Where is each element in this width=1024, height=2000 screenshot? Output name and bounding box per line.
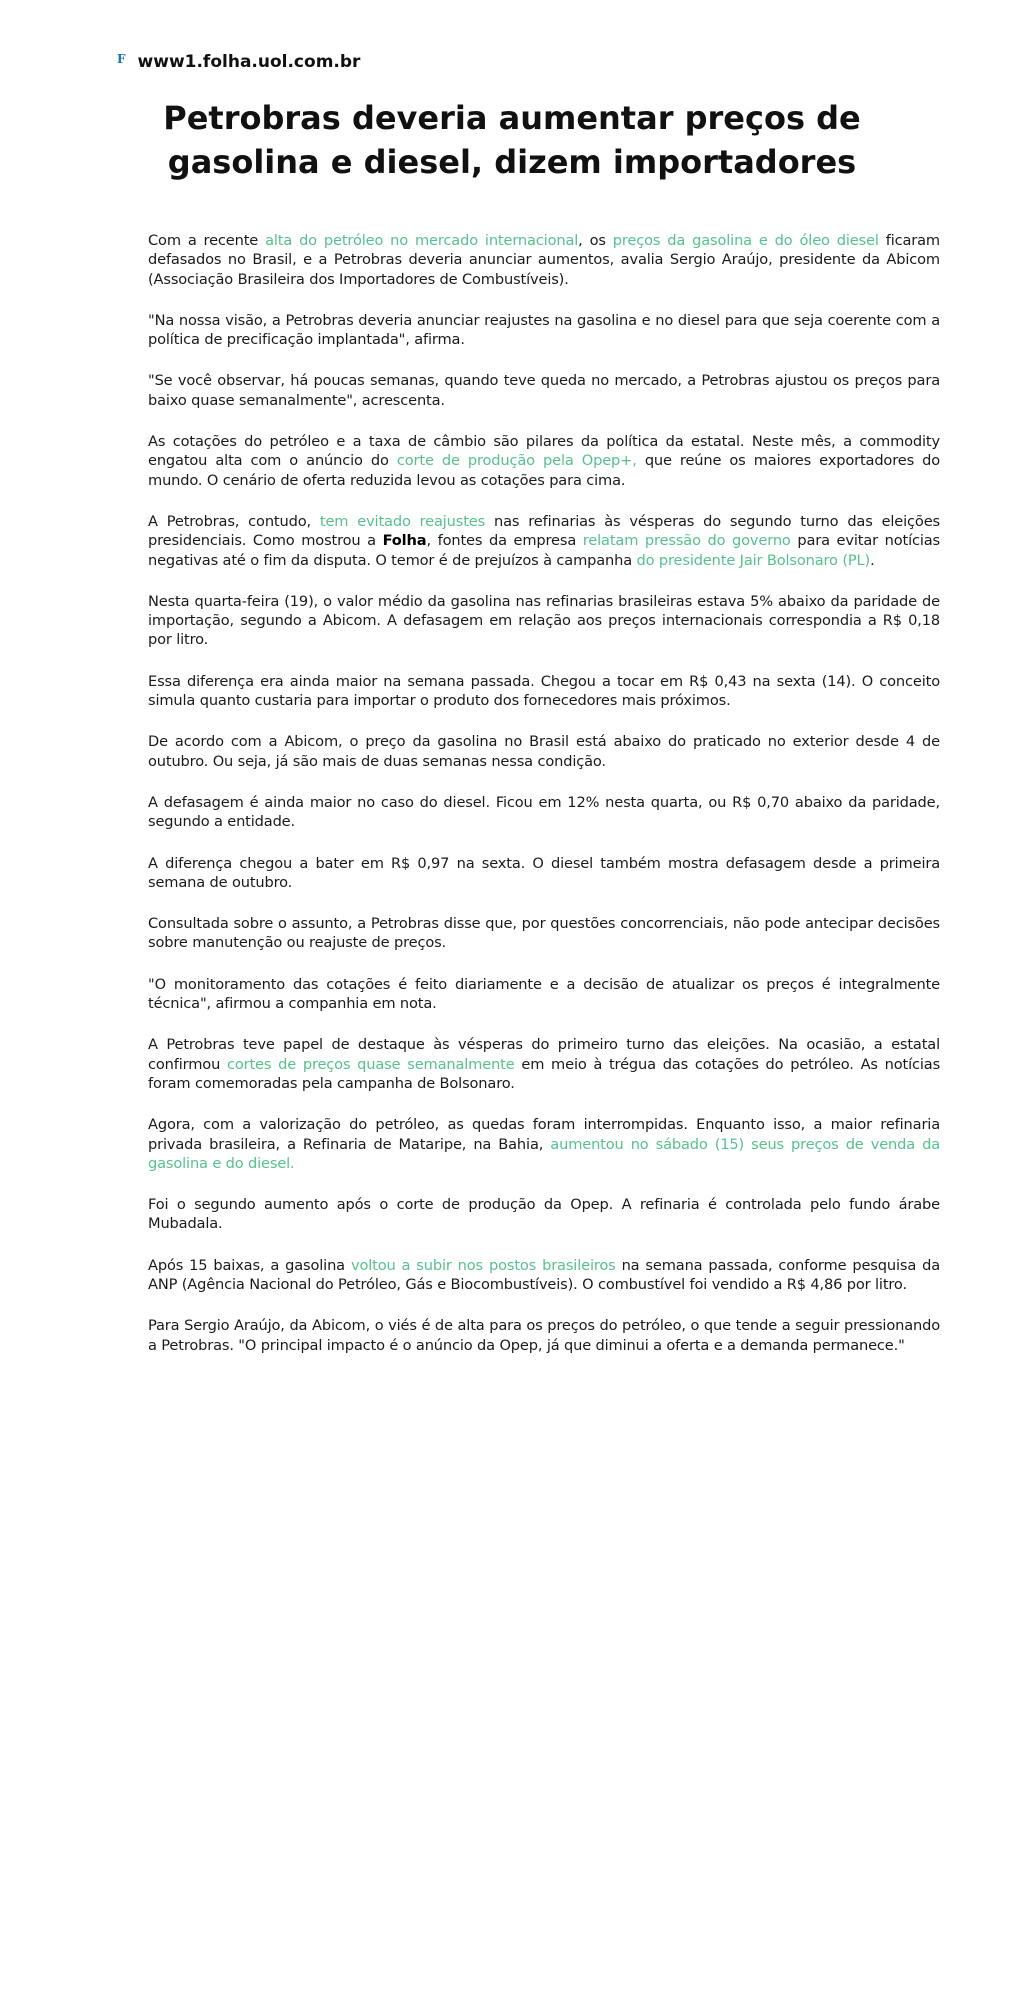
article-paragraph bbox=[148, 854, 940, 893]
article-paragraph bbox=[148, 914, 940, 953]
article-link[interactable]: corte de produção pela Opep+, bbox=[396, 452, 637, 470]
article-link[interactable]: relatam pressão do governo bbox=[582, 532, 791, 550]
paragraph-text: Para Sergio Araújo, da Abicom, o viés é de alta para os preços do petróleo, o que tende a seguir pressionando a Petrobras. "O principal impacto é o anúncio da Opep, já que diminui a oferta e a demanda permanece." bbox=[148, 1317, 940, 1354]
paragraph-text: "O monitoramento das cotações é feito diariamente e a decisão de atualizar os preços é integralmente técnica", afirmou a companhia em nota. bbox=[148, 975, 940, 1013]
paragraph-text: Com a recente bbox=[148, 232, 266, 249]
article-paragraph bbox=[148, 1115, 940, 1173]
paragraph-text: para evitar notícias negativas até o fim da disputa. O temor é de prejuízos à campanha bbox=[148, 532, 940, 569]
article-link[interactable]: aumentou no sábado (15) seus preços de venda da gasolina e do diesel. bbox=[148, 1135, 940, 1172]
article-paragraph bbox=[148, 371, 940, 410]
paragraph-text: . bbox=[870, 551, 875, 569]
article-paragraph bbox=[148, 1256, 940, 1295]
paragraph-text: Foi o segundo aumento após o corte de produção da Opep. A refinaria é controlada pelo fundo árabe Mubadala. bbox=[148, 1196, 940, 1233]
site-domain[interactable]: www1.folha.uol.com.br bbox=[137, 52, 361, 72]
paragraph-text: A Petrobras teve papel de destaque às vésperas do primeiro turno das eleições. Na ocasião, a estatal confirmou bbox=[148, 1036, 940, 1073]
paragraph-text: A defasagem é ainda maior no caso do diesel. Ficou em 12% nesta quarta, ou R$ 0,70 abaixo da paridade, segundo a entidade. bbox=[148, 793, 940, 831]
article-paragraph bbox=[148, 592, 940, 650]
article-paragraph bbox=[148, 311, 940, 350]
paragraph-text: que reúne os maiores exportadores do mundo. O cenário de oferta reduzida levou as cotações para cima. bbox=[148, 452, 940, 489]
paragraph-text: Agora, com a valorização do petróleo, as quedas foram interrompidas. Enquanto isso, a maior refinaria privada brasileira, a Refinaria de Mataripe, na Bahia, bbox=[148, 1116, 940, 1153]
article-link[interactable]: cortes de preços quase semanalmente bbox=[226, 1055, 515, 1073]
folha-favicon-icon: F bbox=[117, 52, 126, 66]
article-link[interactable]: alta do petróleo no mercado internacional bbox=[265, 232, 579, 249]
article-link[interactable]: tem evitado reajustes bbox=[319, 512, 486, 530]
paragraph-text: "Se você observar, há poucas semanas, quando teve queda no mercado, a Petrobras ajustou os preços para baixo quase semanalmente", acrescenta. bbox=[148, 372, 940, 409]
paragraph-text: A diferença chegou a bater em R$ 0,97 na sexta. O diesel também mostra defasagem desde a primeira semana de outubro. bbox=[148, 854, 940, 891]
article-body bbox=[148, 231, 940, 1377]
article-paragraph bbox=[148, 672, 940, 711]
article-link[interactable]: preços da gasolina e do óleo diesel bbox=[612, 232, 879, 249]
paragraph-text: A Petrobras, contudo, bbox=[148, 512, 320, 530]
paragraph-text: nas refinarias às vésperas do segundo turno das eleições presidenciais. Como mostrou a bbox=[148, 512, 940, 550]
article-paragraph bbox=[148, 231, 940, 289]
article-paragraph bbox=[148, 432, 940, 490]
article-paragraph bbox=[148, 793, 940, 832]
site-header bbox=[117, 52, 360, 72]
paragraph-text: Consultada sobre o assunto, a Petrobras disse que, por questões concorrenciais, não pode antecipar decisões sobre manutenção ou reajuste de preços. bbox=[148, 915, 940, 952]
paragraph-text: As cotações do petróleo e a taxa de câmbio são pilares da política da estatal. Neste mês, a commodity engatou alta com o anúncio do bbox=[148, 433, 940, 470]
paragraph-text: ficaram defasados no Brasil, e a Petrobras deveria anunciar aumentos, avalia Sergio Araújo, presidente da Abicom (Associação Brasileira dos Importadores de Combustíveis). bbox=[148, 232, 940, 288]
article-title: Petrobras deveria aumentar preços de gasolina e diesel, dizem importadores bbox=[163, 99, 861, 181]
paragraph-text: , fontes da empresa bbox=[426, 532, 583, 550]
paragraph-text: Nesta quarta-feira (19), o valor médio da gasolina nas refinarias brasileiras estava 5% abaixo da paridade de importação, segundo a Abicom. A defasagem em relação aos preços internacionais correspondia a R$ 0,18 por litro. bbox=[148, 592, 940, 649]
paragraph-text: , os bbox=[578, 232, 613, 249]
article-paragraph bbox=[148, 512, 940, 570]
paragraph-text: Após 15 baixas, a gasolina bbox=[148, 1256, 351, 1274]
article-paragraph bbox=[148, 975, 940, 1014]
article-paragraph bbox=[148, 732, 940, 771]
bold-text: Folha bbox=[382, 532, 427, 550]
article-paragraph bbox=[148, 1035, 940, 1093]
paragraph-text: Essa diferença era ainda maior na semana passada. Chegou a tocar em R$ 0,43 na sexta (14). O conceito simula quanto custaria para importar o produto dos fornecedores mais próximos. bbox=[148, 672, 940, 710]
paragraph-text: De acordo com a Abicom, o preço da gasolina no Brasil está abaixo do praticado no exterior desde 4 de outubro. Ou seja, já são mais de duas semanas nessa condição. bbox=[148, 733, 940, 770]
article-link[interactable]: do presidente Jair Bolsonaro (PL) bbox=[636, 551, 871, 569]
paragraph-text: na semana passada, conforme pesquisa da ANP (Agência Nacional do Petróleo, Gás e Biocombustíveis). O combustível foi vendido a R$ 4,86 por litro. bbox=[148, 1256, 940, 1293]
paragraph-text: "Na nossa visão, a Petrobras deveria anunciar reajustes na gasolina e no diesel para que seja coerente com a política de precificação implantada", afirma. bbox=[148, 311, 940, 349]
article-link[interactable]: voltou a subir nos postos brasileiros bbox=[350, 1256, 616, 1274]
article-paragraph bbox=[148, 1316, 940, 1355]
article-paragraph bbox=[148, 1195, 940, 1234]
paragraph-text: em meio à trégua das cotações do petróleo. As notícias foram comemoradas pela campanha de Bolsonaro. bbox=[148, 1055, 941, 1092]
